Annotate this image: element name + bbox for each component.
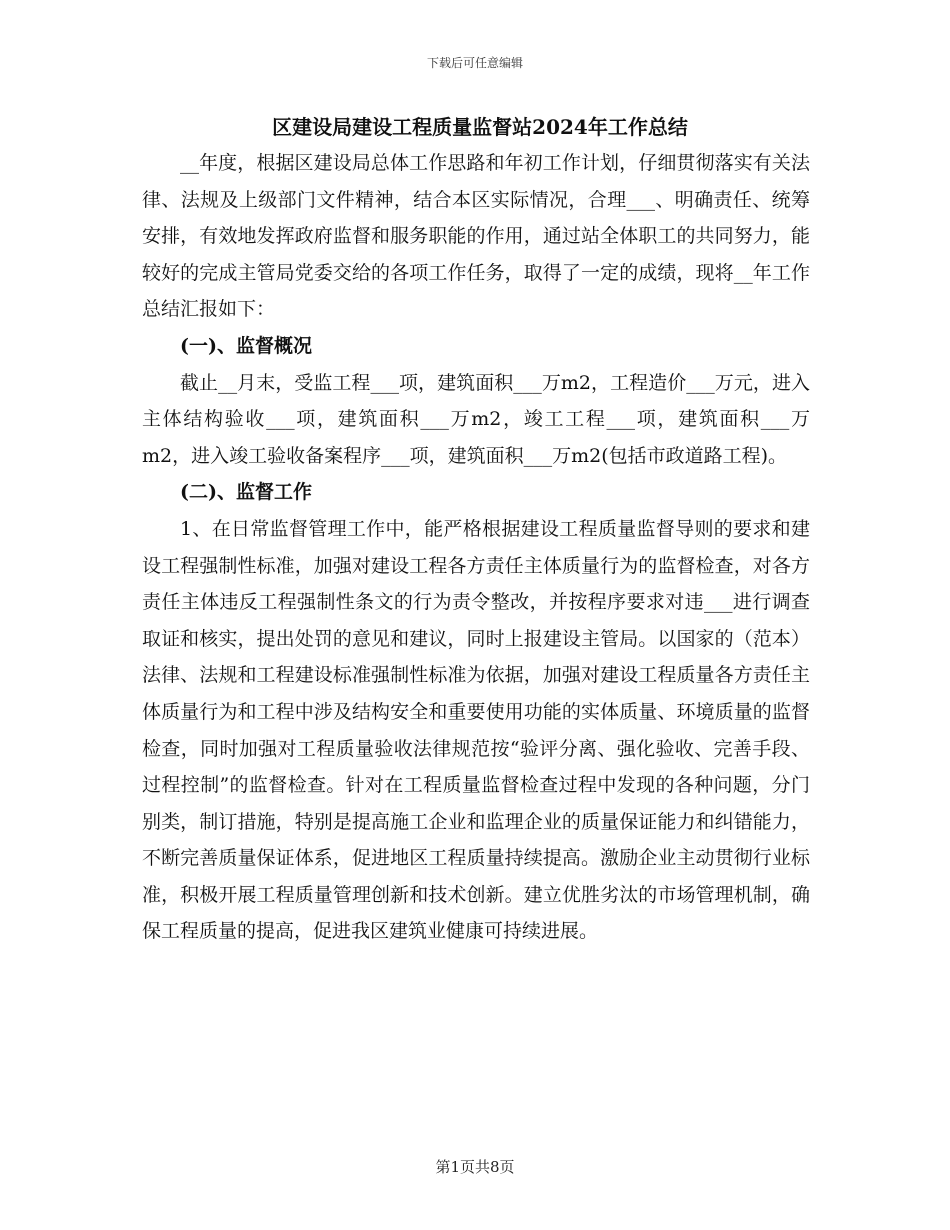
- document-title: 区建设局建设工程质量监督站2024年工作总结: [272, 115, 688, 139]
- section-heading-overview: (一)、监督概况: [180, 334, 312, 357]
- page-indicator: 第1页共8页: [435, 1158, 515, 1176]
- overview-paragraph: 截止__月末，受监工程___项，建筑面积___万m2，工程造价___万元，进入主体结构验收___项，建筑面积___万m2，竣工工程___项，建筑面积___万m2，进入竣工验收备案程序___项，建筑面积___万m2(包括市政道路工程)。: [142, 371, 810, 467]
- document-body: [142, 145, 810, 950]
- work-paragraph: 1、在日常监督管理工作中，能严格根据建设工程质量监督导则的要求和建设工程强制性标准，加强对建设工程各方责任主体质量行为的监督检查，对各方责任主体违反工程强制性条文的行为责令整改，并按程序要求对违___进行调查取证和核实，提出处罚的意见和建议，同时上报建设主管局。以国家的（范本）法律、法规和工程建设标准强制性标准为依据，加强对建设工程质量各方责任主体质量行为和工程中涉及结构安全和重要使用功能的实体质量、环境质量的监督检查，同时加强对工程质量验收法律规范按“验评分离、强化验收、完善手段、过程控制”的监督检查。针对在工程质量监督检查过程中发现的各种问题，分门别类，制订措施，特别是提高施工企业和监理企业的质量保证能力和纠错能力，不断完善质量保证体系，促进地区工程质量持续提高。激励企业主动贯彻行业标准，积极开展工程质量管理创新和技术创新。建立优胜劣汰的市场管理机制，确保工程质量的提高，促进我区建筑业健康可持续进展。: [142, 517, 810, 943]
- intro-paragraph: __年度，根据区建设局总体工作思路和年初工作计划，仔细贯彻落实有关法律、法规及上级部门文件精神，结合本区实际情况，合理___、明确责任、统筹安排，有效地发挥政府监督和服务职能的作用，通过站全体职工的共同努力，能较好的完成主管局党委交给的各项工作任务，取得了一定的成绩，现将__年工作总结汇报如下：: [142, 152, 810, 321]
- header-note: 下载后可任意编辑: [426, 56, 523, 70]
- section-heading-work: (二)、监督工作: [180, 481, 312, 504]
